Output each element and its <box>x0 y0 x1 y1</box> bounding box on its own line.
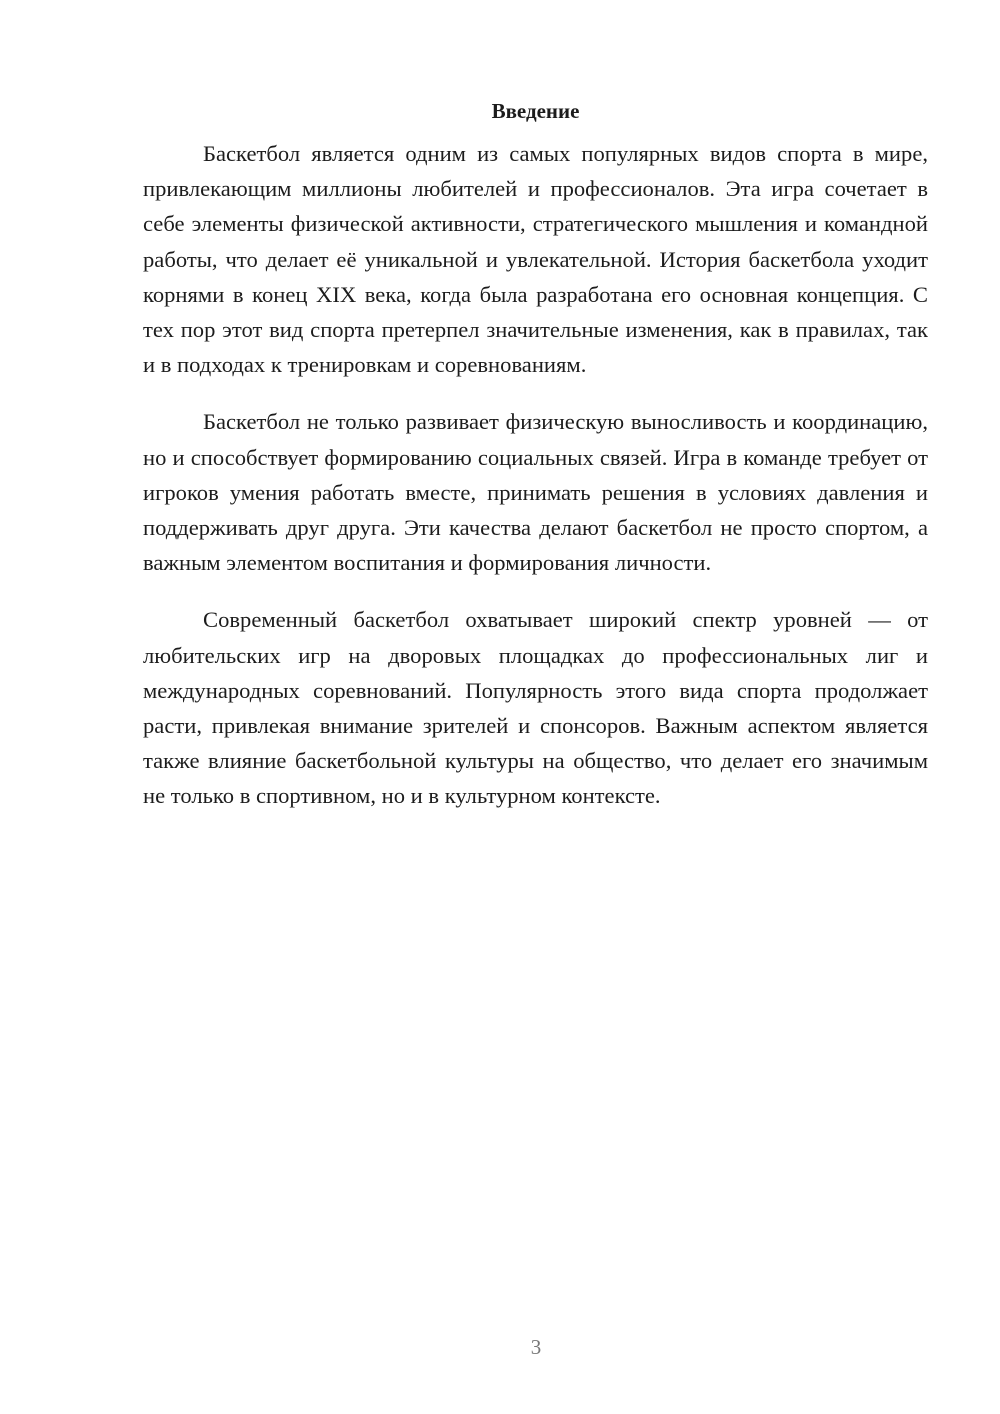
paragraph-modern: Современный баскетбол охватывает широкий спектр уровней — от любительских игр на дворовых площадках до профессиональных лиг и международных соревнований. Популярность этого вида спорта продолжает расти, привлекая внимание зрителей и спонсоров. Важным аспектом является также влияние баскетбольной культуры на общество, что делает его значимым не только в спортивном, но и в культурном контексте. <box>143 607 928 809</box>
document-body <box>143 97 928 836</box>
paragraph-intro: Баскетбол является одним из самых популярных видов спорта в мире, привлекающим миллионы любителей и профессионалов. Эта игра сочетает в себе элементы физической активности, стратегического мышления и командной работы, что делает её уникальной и увлекательной. История баскетбола уходит корнями в конец XIX века, когда была разработана его основная концепция. С тех пор этот вид спорта претерпел значительные изменения, как в правилах, так и в подходах к тренировкам и соревнованиям. <box>143 141 928 378</box>
section-heading: Введение <box>491 99 580 123</box>
page-number: 3 <box>530 1335 542 1359</box>
paragraph-social: Баскетбол не только развивает физическую выносливость и координацию, но и способствует формированию социальных связей. Игра в команде требует от игроков умения работать вместе, принимать решения в условиях давления и поддерживать друг друга. Эти качества делают баскетбол не просто спортом, а важным элементом воспитания и формирования личности. <box>143 409 928 576</box>
